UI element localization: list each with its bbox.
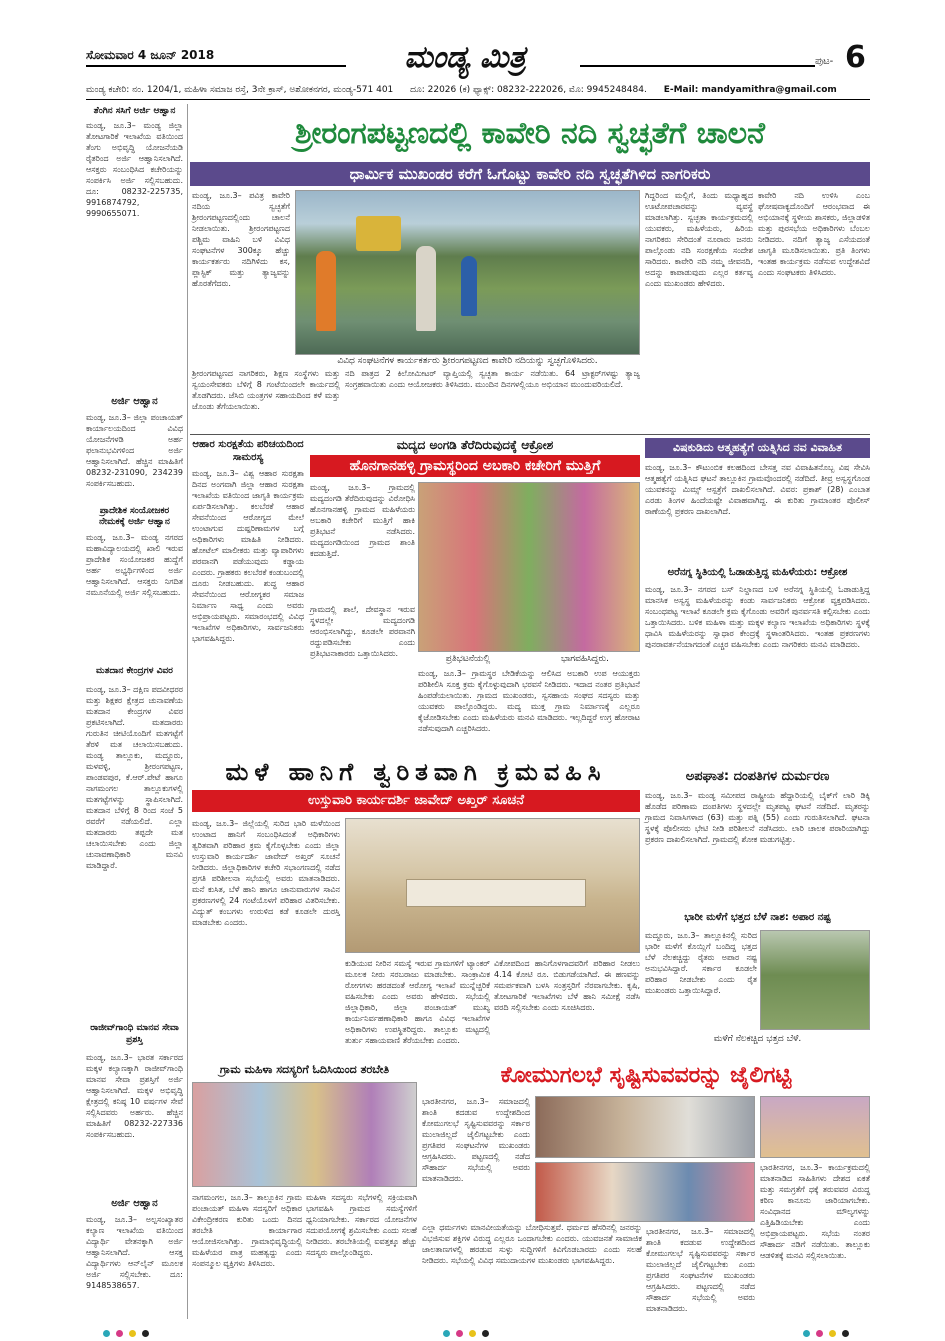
left-h1: ತೆಂಗಿನ ಸಸಿಗೆ ಅರ್ಜಿ ಆಹ್ವಾನ	[93, 106, 176, 116]
left-t2: ಮಂಡ್ಯ, ಜೂ.3– ಜಿಲ್ಲಾ ಪಂಚಾಯತ್ ಕಾರ್ಯಾಲಯದಿಂದ ವಿವಿಧ ಯೋಜನೆಗಳಡಿ ಅರ್ಹ ಫಲಾನುಭವಿಗಳಿಂದ ಅರ್ಜಿ ಆಹ್ವಾನಿಸಲಾಗಿದೆ. ಹೆಚ್ಚಿನ ಮಾಹಿತಿಗೆ 08232-231090, 234239 ಸಂಪರ್ಕಿಸಬಹುದು.	[86, 413, 186, 488]
volunteer-figure	[461, 256, 477, 316]
lead-headline: ಶ್ರೀರಂಗಪಟ್ಟಣದಲ್ಲಿ ಕಾವೇರಿ ನದಿ ಸ್ವಚ್ಛತೆಗೆ ಚಾಲನೆ	[295, 116, 765, 151]
liquor-body-b: ಗ್ರಾಮದಲ್ಲಿ ಶಾಲೆ, ದೇವಸ್ಥಾನ ಇರುವ ಸ್ಥಳದಲ್ಲೇ ಮದ್ಯದಂಗಡಿ ಆರಂಭಿಸಲಾಗಿದ್ದು, ಕೂಡಲೇ ಪರವಾನಗಿ ರದ್ದುಪಡಿಸಬೇಕು ಎಂದು ಪ್ರತಿಭಟನಾಕಾರರು ಒತ್ತಾಯಿಸಿದರು.	[310, 605, 418, 658]
bulldozer-icon	[356, 216, 401, 251]
communal-headline: ಕೋಮುಗಲಭೆ ಸೃಷ್ಟಿಸುವವರನ್ನು ಜೈಲಿಗಟ್ಟಿ	[500, 1063, 792, 1088]
left-t5: ಮಂಡ್ಯ, ಜೂ.3– ಭಾರತ ಸರ್ಕಾರದ ಮಕ್ಕಳ ಕಲ್ಯಾಣಕ್ಕಾಗಿ ರಾಜೀವ್‌ಗಾಂಧಿ ಮಾನವ ಸೇವಾ ಪ್ರಶಸ್ತಿಗೆ ಅರ್ಜಿ ಆಹ್ವಾನಿಸಲಾಗಿದೆ. ಮಕ್ಕಳ ಅಭಿವೃದ್ಧಿ ಕ್ಷೇತ್ರದಲ್ಲಿ ಕನಿಷ್ಠ 10 ವರ್ಷಗಳ ಸೇವೆ ಸಲ್ಲಿಸಿದವರು ಅರ್ಹರು. ಹೆಚ್ಚಿನ ಮಾಹಿತಿಗೆ 08232-227336 ಸಂಪರ್ಕಿಸಬಹುದು.	[86, 1053, 186, 1139]
communal-body-b: ಎಲ್ಲಾ ಧರ್ಮಗಳು ಮಾನವೀಯತೆಯನ್ನು ಬೋಧಿಸುತ್ತವೆ. ಧರ್ಮದ ಹೆಸರಿನಲ್ಲಿ ಜನರನ್ನು ವಿಭಜಿಸುವ ಶಕ್ತಿಗಳ ವಿರುದ್ಧ ಎಲ್ಲರೂ ಒಂದಾಗಬೇಕು ಎಂದರು. ಯುವಜನತೆ ಸಾಮಾಜಿಕ ಜಾಲತಾಣಗಳಲ್ಲಿ ಹರಡುವ ಸುಳ್ಳು ಸುದ್ದಿಗಳಿಗೆ ಕಿವಿಗೊಡಬಾರದು ಎಂದು ಸಲಹೆ ನೀಡಿದರು. ಸಭೆಯಲ್ಲಿ ವಿವಿಧ ಸಮುದಾಯಗಳ ಮುಖಂಡರು ಭಾಗವಹಿಸಿದ್ದರು.	[422, 1223, 645, 1265]
address-line	[86, 84, 870, 98]
crop-caption: ಮಳೆಗೆ ನೆಲಕಚ್ಚಿದ ಭತ್ತದ ಬೆಳೆ.	[713, 1034, 802, 1044]
left-t4: ಮಂಡ್ಯ, ಜೂ.3– ದಕ್ಷಿಣ ಪದವೀಧರರ ಮತ್ತು ಶಿಕ್ಷಕರ ಕ್ಷೇತ್ರದ ಚುನಾವಣೆಯ ಮತದಾನ ಕೇಂದ್ರಗಳ ವಿವರ ಪ್ರಕಟಿಸಲಾಗಿದೆ. ಮತದಾರರು ಗುರುತಿನ ಚೀಟಿಯೊಂದಿಗೆ ಮತಗಟ್ಟೆಗೆ ತೆರಳಿ ಮತ ಚಲಾಯಿಸಬಹುದು. ಮಂಡ್ಯ ತಾಲ್ಲೂಕು, ಮದ್ದೂರು, ಮಳವಳ್ಳಿ, ಶ್ರೀರಂಗಪಟ್ಟಣ, ಪಾಂಡವಪುರ, ಕೆ.ಆರ್.ಪೇಟೆ ಹಾಗೂ ನಾಗಮಂಗಲ ತಾಲ್ಲೂಕುಗಳಲ್ಲಿ ಮತಗಟ್ಟೆಗಳನ್ನು ಸ್ಥಾಪಿಸಲಾಗಿದೆ. ಮತದಾನ ಬೆಳಿಗ್ಗೆ 8 ರಿಂದ ಸಂಜೆ 5 ರವರೆಗೆ ನಡೆಯಲಿದೆ. ಎಲ್ಲಾ ಮತದಾರರು ತಪ್ಪದೇ ಮತ ಚಲಾಯಿಸಬೇಕು ಎಂದು ಜಿಲ್ಲಾ ಚುನಾವಣಾಧಿಕಾರಿ ಮನವಿ ಮಾಡಿದ್ದಾರೆ.	[86, 685, 186, 870]
volunteer-figure	[316, 251, 336, 331]
masthead	[0, 0, 945, 100]
protest-caption-a: ಪ್ರತಿಭಟನೆಯಲ್ಲಿ	[445, 654, 491, 664]
section-rule	[190, 434, 870, 435]
office-email: E-Mail: mandyamithra@gmail.com	[663, 85, 837, 95]
suicide-headline: ವಿಷಕುಡಿದು ಆತ್ಮಹತ್ಯೆಗೆ ಯತ್ನಿಸಿದ ನವ ವಿವಾಹಿತ	[645, 438, 870, 458]
masthead-logo: ಮಂಡ್ಯ ಮಿತ್ರ	[404, 40, 526, 75]
river-cleanup-photo	[295, 190, 640, 355]
liquor-headline: ಹೊನಗಾನಹಳ್ಳಿ ಗ್ರಾಮಸ್ಥರಿಂದ ಅಬಕಾರಿ ಕಚೇರಿಗೆ ಮುತ್ತಿಗೆ	[310, 455, 640, 477]
lead-body-c: ನದಿ ಪಾತ್ರದ 2 ಕಿಲೋಮೀಟರ್ ವ್ಯಾಪ್ತಿಯಲ್ಲಿ ಸ್ವಚ್ಛತಾ ಕಾರ್ಯ ನಡೆಯಿತು. 64 ಟ್ರಾಕ್ಟರ್‌ಗಳಷ್ಟು ತ್ಯಾಜ್ಯ ಸಂಗ್ರಹವಾಯಿತು ಎಂದು ಆಯೋಜಕರು ತಿಳಿಸಿದರು. ಮುಂದಿನ ದಿನಗಳಲ್ಲಿಯೂ ಅಭಿಯಾನ ಮುಂದುವರಿಯಲಿದೆ.	[345, 369, 643, 389]
office-address: ಮಂಡ್ಯ ಕಚೇರಿ: ನಂ. 1204/1, ಮಹಿಳಾ ಸಮಾಜ ರಸ್ತೆ, 3ನೇ ಕ್ರಾಸ್, ಅಶೋಕನಗರ, ಮಂಡ್ಯ-571 401	[86, 85, 394, 95]
women-body-b: ಮಹಿಳಾ ಸದಸ್ಯರು ಸಭೆಗಳಲ್ಲಿ ಸಕ್ರಿಯವಾಗಿ ಭಾಗವಹಿಸಿ ಗ್ರಾಮದ ಸಮಸ್ಯೆಗಳಿಗೆ ಧ್ವನಿಯಾಗಬೇಕು. ಸರ್ಕಾರದ ಯೋಜನೆಗಳ ಸದುಪಯೋಗಕ್ಕೆ ಶ್ರಮಿಸಬೇಕು ಎಂದು ಸಲಹೆ ನೀಡಿದರು. ತರಬೇತಿಯಲ್ಲಿ ಐವತ್ತಕ್ಕೂ ಹೆಚ್ಚು ಸದಸ್ಯರು ಪಾಲ್ಗೊಂಡಿದ್ದರು.	[306, 1193, 420, 1257]
crop-photo	[760, 930, 870, 1030]
communal-photo-bottom	[535, 1162, 755, 1222]
registration-marks-center	[440, 1322, 560, 1332]
meeting-photo	[345, 818, 640, 953]
rain-headline: ಮಳೆ ಹಾನಿಗೆ ತ್ವರಿತವಾಗಿ ಕ್ರಮವಹಿಸಿ	[225, 758, 607, 786]
communal-photo-top	[535, 1096, 755, 1158]
training-photo	[192, 1082, 417, 1187]
rain-subhead: ಉಸ್ತುವಾರಿ ಕಾರ್ಯದರ್ಶಿ ಜಾವೇದ್ ಅಖ್ತರ್ ಸೂಚನೆ	[192, 790, 640, 812]
lead-body-b: ಶ್ರೀರಂಗಪಟ್ಟಣದ ನಾಗರಿಕರು, ಶಿಕ್ಷಣ ಸಂಸ್ಥೆಗಳು ಮತ್ತು ಸ್ವಯಂಸೇವಕರು ಬೆಳಿಗ್ಗೆ 8 ಗಂಟೆಯಿಂದಲೇ ಕಾರ್ಯದಲ್ಲಿ ತೊಡಗಿದರು. ಜೆಸಿಬಿ ಯಂತ್ರಗಳ ಸಹಾಯದಿಂದ ಕಳೆ ಮತ್ತು ಜೊಂಡು ತೆಗೆಯಲಾಯಿತು.	[192, 369, 343, 411]
tree-headline: ಅರೆನಗ್ನ ಸ್ಥಿತಿಯಲ್ಲಿ ಓಡಾಡುತ್ತಿದ್ದ ಮಹಿಳೆಯರು: ಆಕ್ರೋಶ	[667, 567, 848, 578]
registration-marks-right	[800, 1322, 920, 1332]
page-number: 6	[845, 40, 866, 75]
rain-body-b: ಕುಡಿಯುವ ನೀರಿನ ಸಮಸ್ಯೆ ಇರುವ ಗ್ರಾಮಗಳಿಗೆ ಟ್ಯಾಂಕರ್ ಮೂಲಕ ನೀರು ಸರಬರಾಜು ಮಾಡಬೇಕು. ಸಾಂಕ್ರಾಮಿಕ ರೋಗಗಳು ಹರಡದಂತೆ ಆರೋಗ್ಯ ಇಲಾಖೆ ಮುನ್ನೆಚ್ಚರಿಕೆ ವಹಿಸಬೇಕು ಎಂದು ಅವರು ಹೇಳಿದರು. ಸಭೆಯಲ್ಲಿ ಜಿಲ್ಲಾಧಿಕಾರಿ, ಜಿಲ್ಲಾ ಪಂಚಾಯತ್ ಮುಖ್ಯ ಕಾರ್ಯನಿರ್ವಹಣಾಧಿಕಾರಿ ಹಾಗೂ ವಿವಿಧ ಇಲಾಖೆಗಳ ಅಧಿಕಾರಿಗಳು ಉಪಸ್ಥಿತರಿದ್ದರು. ತಾಲ್ಲೂಕು ಮಟ್ಟದಲ್ಲಿ ತುರ್ತು ಸಹಾಯವಾಣಿ ತೆರೆಯಬೇಕು ಎಂದರು.	[345, 959, 493, 1045]
protest-photo	[418, 482, 640, 652]
masthead-rule-right	[580, 65, 815, 67]
issue-date: ಸೋಮವಾರ 4 ಜೂನ್ 2018	[86, 48, 215, 62]
header-underline	[86, 99, 870, 100]
liquor-kicker: ಮದ್ಯದ ಅಂಗಡಿ ತೆರೆದಿರುವುದಕ್ಕೆ ಆಕ್ರೋಶ	[396, 438, 554, 452]
left-t1: ಮಂಡ್ಯ, ಜೂ.3– ಮಂಡ್ಯ ಜಿಲ್ಲಾ ತೋಟಗಾರಿಕೆ ಇಲಾಖೆಯ ವತಿಯಿಂದ ತೆಂಗು ಅಭಿವೃದ್ಧಿ ಯೋಜನೆಯಡಿ ರೈತರಿಂದ ಅರ್ಜಿ ಆಹ್ವಾನಿಸಲಾಗಿದೆ. ಆಸಕ್ತರು ಸಂಬಂಧಿಸಿದ ಕಚೇರಿಯನ್ನು ಸಂಪರ್ಕಿಸಿ ಅರ್ಜಿ ಸಲ್ಲಿಸಬಹುದು. ದೂ: 08232-225735, 9916874792, 9990655071.	[86, 121, 186, 218]
accident-body: ಮಂಡ್ಯ, ಜೂ.3– ಮಂಡ್ಯ ಸಮೀಪದ ರಾಷ್ಟ್ರೀಯ ಹೆದ್ದಾರಿಯಲ್ಲಿ ಬೈಕ್‌ಗೆ ಲಾರಿ ಡಿಕ್ಕಿ ಹೊಡೆದ ಪರಿಣಾಮ ದಂಪತಿಗಳು ಸ್ಥಳದಲ್ಲೇ ಮೃತಪಟ್ಟ ಘಟನೆ ನಡೆದಿದೆ. ಮೃತರನ್ನು ಗ್ರಾಮದ ನಿವಾಸಿಗಳಾದ (63) ಮತ್ತು ಪತ್ನಿ (55) ಎಂದು ಗುರುತಿಸಲಾಗಿದೆ. ಘಟನಾ ಸ್ಥಳಕ್ಕೆ ಪೊಲೀಸರು ಭೇಟಿ ನೀಡಿ ಪರಿಶೀಲನೆ ನಡೆಸಿದರು. ಲಾರಿ ಚಾಲಕ ಪರಾರಿಯಾಗಿದ್ದು ಪ್ರಕರಣ ದಾಖಲಿಸಲಾಗಿದೆ. ಗ್ರಾಮದಲ್ಲಿ ಶೋಕ ಮಡುಗಟ್ಟಿತ್ತು.	[645, 791, 873, 844]
volunteer-figure	[416, 246, 436, 331]
communal-body-c: ಭಾರತೀನಗರ, ಜೂ.3– ಕಾರ್ಯಕ್ರಮದಲ್ಲಿ ಮಾತನಾಡಿದ ಸಾಹಿತಿಗಳು ದೇಶದ ಏಕತೆ ಮತ್ತು ಸಮಗ್ರತೆಗೆ ಧಕ್ಕೆ ತರುವವರ ವಿರುದ್ಧ ಕಠಿಣ ಕಾನೂನು ಜಾರಿಯಾಗಬೇಕು. ಸಂವಿಧಾನದ ಮೌಲ್ಯಗಳನ್ನು ಎತ್ತಿಹಿಡಿಯಬೇಕು ಎಂದು ಅಭಿಪ್ರಾಯಪಟ್ಟರು. ಸಭೆಯ ನಂತರ ಸೌಹಾರ್ದ ನಡಿಗೆ ನಡೆಯಿತು. ತಾಲ್ಲೂಕು ಆಡಳಿತಕ್ಕೆ ಮನವಿ ಸಲ್ಲಿಸಲಾಯಿತು.	[760, 1163, 873, 1260]
liquor-body-c: ಮಂಡ್ಯ, ಜೂ.3– ಗ್ರಾಮಸ್ಥರ ಬೇಡಿಕೆಯನ್ನು ಆಲಿಸಿದ ಅಬಕಾರಿ ಉಪ ಆಯುಕ್ತರು ಪರಿಶೀಲಿಸಿ ಸೂಕ್ತ ಕ್ರಮ ಕೈಗೊಳ್ಳುವುದಾಗಿ ಭರವಸೆ ನೀಡಿದರು. ಇದಾದ ನಂತರ ಪ್ರತಿಭಟನೆ ಹಿಂಪಡೆಯಲಾಯಿತು. ಗ್ರಾಮದ ಮುಖಂಡರು, ಸ್ವಸಹಾಯ ಸಂಘದ ಸದಸ್ಯರು ಮತ್ತು ಯುವಕರು ಪಾಲ್ಗೊಂಡಿದ್ದರು. ಮದ್ಯ ಮುಕ್ತ ಗ್ರಾಮ ನಿರ್ಮಾಣಕ್ಕೆ ಎಲ್ಲರೂ ಕೈಜೋಡಿಸಬೇಕು ಎಂದು ಮಹಿಳೆಯರು ಮನವಿ ಮಾಡಿದರು. ಇಲ್ಲದಿದ್ದರೆ ಉಗ್ರ ಹೋರಾಟ ನಡೆಸುವುದಾಗಿ ಎಚ್ಚರಿಸಿದರು.	[418, 669, 643, 733]
tree-body: ಮಂಡ್ಯ, ಜೂ.3– ನಗರದ ಬಸ್ ನಿಲ್ದಾಣದ ಬಳಿ ಅರೆನಗ್ನ ಸ್ಥಿತಿಯಲ್ಲಿ ಓಡಾಡುತ್ತಿದ್ದ ಮಾನಸಿಕ ಅಸ್ವಸ್ಥ ಮಹಿಳೆಯರನ್ನು ಕಂಡು ಸಾರ್ವಜನಿಕರು ಆಕ್ರೋಶ ವ್ಯಕ್ತಪಡಿಸಿದರು. ಸಂಬಂಧಪಟ್ಟ ಇಲಾಖೆ ಕೂಡಲೇ ಕ್ರಮ ಕೈಗೊಂಡು ಅವರಿಗೆ ಪುನರ್ವಸತಿ ಕಲ್ಪಿಸಬೇಕು ಎಂದು ಒತ್ತಾಯಿಸಿದರು. ಬಳಿಕ ಮಹಿಳಾ ಮತ್ತು ಮಕ್ಕಳ ಕಲ್ಯಾಣ ಇಲಾಖೆಯ ಅಧಿಕಾರಿಗಳು ಸ್ಥಳಕ್ಕೆ ಧಾವಿಸಿ ಮಹಿಳೆಯರನ್ನು ಸ್ವಾಧಾರ ಕೇಂದ್ರಕ್ಕೆ ಸ್ಥಳಾಂತರಿಸಿದರು. ಇಂತಹ ಪ್ರಕರಣಗಳು ಪುನರಾವರ್ತನೆಯಾಗದಂತೆ ಎಚ್ಚರ ವಹಿಸಬೇಕು ಎಂದು ನಾಗರಿಕರು ಮನವಿ ಮಾಡಿದರು.	[645, 585, 873, 649]
suicide-body: ಮಂಡ್ಯ, ಜೂ.3– ಕೌಟುಂಬಿಕ ಕಲಹದಿಂದ ಬೇಸತ್ತ ನವ ವಿವಾಹಿತನೊಬ್ಬ ವಿಷ ಸೇವಿಸಿ ಆತ್ಮಹತ್ಯೆಗೆ ಯತ್ನಿಸಿದ ಘಟನೆ ತಾಲ್ಲೂಕಿನ ಗ್ರಾಮವೊಂದರಲ್ಲಿ ನಡೆದಿದೆ. ತೀವ್ರ ಅಸ್ವಸ್ಥಗೊಂಡ ಯುವಕನನ್ನು ಮಿಮ್ಸ್ ಆಸ್ಪತ್ರೆಗೆ ದಾಖಲಿಸಲಾಗಿದೆ. ವಿವರ: ಪ್ರಕಾಶ್ (28) ಎಂಬಾತ ಎರಡು ತಿಂಗಳ ಹಿಂದೆಯಷ್ಟೇ ವಿವಾಹವಾಗಿದ್ದ. ಈ ಕುರಿತು ಗ್ರಾಮಾಂತರ ಪೊಲೀಸ್ ಠಾಣೆಯಲ್ಲಿ ಪ್ರಕರಣ ದಾಖಲಾಗಿದೆ.	[645, 463, 873, 516]
liquor-body-a: ಮಂಡ್ಯ, ಜೂ.3– ಗ್ರಾಮದಲ್ಲಿ ಮದ್ಯದಂಗಡಿ ತೆರೆದಿರುವುದನ್ನು ವಿರೋಧಿಸಿ ಹೊನಗಾನಹಳ್ಳಿ ಗ್ರಾಮದ ಮಹಿಳೆಯರು ಅಬಕಾರಿ ಕಚೇರಿಗೆ ಮುತ್ತಿಗೆ ಹಾಕಿ ಪ್ರತಿಭಟನೆ ನಡೆಸಿದರು. ಮದ್ಯದಂಗಡಿಯಿಂದ ಗ್ರಾಮದ ಶಾಂತಿ ಕದಡುತ್ತಿದೆ.	[310, 483, 418, 558]
crop-headline: ಭಾರೀ ಮಳೆಗೆ ಭತ್ತದ ಬೆಳೆ ನಾಶ: ಅಪಾರ ನಷ್ಟ	[684, 912, 831, 923]
communal-photo-right	[760, 1096, 870, 1158]
protest-caption-b: ಭಾಗವಹಿಸಿದ್ದರು.	[560, 654, 610, 664]
lead-body-e: ಕಾವೇರಿ ನದಿ ಉಳಿಸಿ ಎಂಬ ಘೋಷವಾಕ್ಯದೊಂದಿಗೆ ಆರಂಭವಾದ ಈ ಅಭಿಯಾನಕ್ಕೆ ಸ್ಥಳೀಯ ಶಾಸಕರು, ಜಿಲ್ಲಾಡಳಿತ ಮತ್ತು ಪುರಸಭೆಯ ಅಧಿಕಾರಿಗಳು ಬೆಂಬಲ ನೀಡಿದರು. ನದಿಗೆ ತ್ಯಾಜ್ಯ ಎಸೆಯದಂತೆ ಜಾಗೃತಿ ಮೂಡಿಸಲಾಯಿತು. ಪ್ರತಿ ತಿಂಗಳು ಇಂತಹ ಕಾರ್ಯಕ್ರಮ ನಡೆಸುವ ಉದ್ದೇಶವಿದೆ ಎಂದು ಸಂಘಟಕರು ತಿಳಿಸಿದರು.	[758, 191, 873, 277]
women-body-a: ನಾಗಮಂಗಲ, ಜೂ.3– ತಾಲ್ಲೂಕಿನ ಗ್ರಾಮ ಪಂಚಾಯತ್ ಮಹಿಳಾ ಸದಸ್ಯರಿಗೆ ಅಧಿಕಾರ ವಿಕೇಂದ್ರೀಕರಣ ಕುರಿತು ಒಂದು ದಿನದ ತರಬೇತಿ ಕಾರ್ಯಾಗಾರ ಆಯೋಜಿಸಲಾಗಿತ್ತು. ಗ್ರಾಮಾಭಿವೃದ್ಧಿಯಲ್ಲಿ ಮಹಿಳೆಯರ ಪಾತ್ರ ಮಹತ್ವದ್ದು ಎಂದು ಸಂಪನ್ಮೂಲ ವ್ಯಕ್ತಿಗಳು ತಿಳಿಸಿದರು.	[192, 1193, 305, 1268]
rain-body-a: ಮಂಡ್ಯ, ಜೂ.3– ಜಿಲ್ಲೆಯಲ್ಲಿ ಸುರಿದ ಭಾರಿ ಮಳೆಯಿಂದ ಉಂಟಾದ ಹಾನಿಗೆ ಸಂಬಂಧಿಸಿದಂತೆ ಅಧಿಕಾರಿಗಳು ತ್ವರಿತವಾಗಿ ಪರಿಹಾರ ಕ್ರಮ ಕೈಗೊಳ್ಳಬೇಕು ಎಂದು ಜಿಲ್ಲಾ ಉಸ್ತುವಾರಿ ಕಾರ್ಯದರ್ಶಿ ಜಾವೇದ್ ಅಖ್ತರ್ ಸೂಚನೆ ನೀಡಿದರು. ಜಿಲ್ಲಾಧಿಕಾರಿಗಳ ಕಚೇರಿ ಸಭಾಂಗಣದಲ್ಲಿ ನಡೆದ ಪ್ರಗತಿ ಪರಿಶೀಲನಾ ಸಭೆಯಲ್ಲಿ ಅವರು ಮಾತನಾಡಿದರು. ಮನೆ ಕುಸಿತ, ಬೆಳೆ ಹಾನಿ ಹಾಗೂ ಜಾನುವಾರುಗಳ ಸಾವಿನ ಪ್ರಕರಣಗಳಲ್ಲಿ 24 ಗಂಟೆಯೊಳಗೆ ಪರಿಹಾರ ವಿತರಿಸಬೇಕು. ವಿದ್ಯುತ್ ಕಂಬಗಳು ಉರುಳಿದ ಕಡೆ ಕೂಡಲೇ ದುರಸ್ತಿ ಮಾಡಬೇಕು ಎಂದರು.	[192, 819, 343, 927]
office-phone: ದೂ: 22026 (ಕ) ಫ್ಯಾಕ್ಸ್: 08232-222026, ಮೊ: 9945248484.	[410, 85, 647, 95]
left-t6: ಮಂಡ್ಯ, ಜೂ.3– ಅಲ್ಪಸಂಖ್ಯಾತರ ಕಲ್ಯಾಣ ಇಲಾಖೆಯ ವತಿಯಿಂದ ವಿದ್ಯಾರ್ಥಿ ವೇತನಕ್ಕಾಗಿ ಅರ್ಜಿ ಆಹ್ವಾನಿಸಲಾಗಿದೆ. ಆಸಕ್ತ ವಿದ್ಯಾರ್ಥಿಗಳು ಆನ್‌ಲೈನ್ ಮೂಲಕ ಅರ್ಜಿ ಸಲ್ಲಿಸಬೇಕು. ದೂ: 9148538657.	[86, 1215, 186, 1290]
lead-subhead: ಧಾರ್ಮಿಕ ಮುಖಂಡರ ಕರೆಗೆ ಓಗೊಟ್ಟು ಕಾವೇರಿ ನದಿ ಸ್ವಚ್ಛತೆಗಿಳಿದ ನಾಗರಿಕರು	[190, 162, 870, 186]
rain-body-c: ವಿಕೋಪದಿಂದ ಹಾನಿಗೊಳಗಾದವರಿಗೆ ಪರಿಹಾರ ನೀಡಲು 4.14 ಕೋಟಿ ರೂ. ಬಿಡುಗಡೆಯಾಗಿದೆ. ಈ ಹಣವನ್ನು ಸಮರ್ಪಕವಾಗಿ ಬಳಸಿ ಸಂತ್ರಸ್ತರಿಗೆ ನೆರವಾಗಬೇಕು. ಕೃಷಿ, ತೋಟಗಾರಿಕೆ ಇಲಾಖೆಗಳು ಬೆಳೆ ಹಾನಿ ಸಮೀಕ್ಷೆ ನಡೆಸಿ ವರದಿ ಸಲ್ಲಿಸಬೇಕು ಎಂದು ಸೂಚಿಸಿದರು.	[494, 959, 643, 1012]
left-t3: ಮಂಡ್ಯ, ಜೂ.3– ಮಂಡ್ಯ ನಗರದ ಮಹಾವಿದ್ಯಾಲಯದಲ್ಲಿ ಖಾಲಿ ಇರುವ ಪ್ರಾದೇಶಿಕ ಸಂಯೋಜಕರ ಹುದ್ದೆಗೆ ಅರ್ಹ ಅಭ್ಯರ್ಥಿಗಳಿಂದ ಅರ್ಜಿ ಆಹ್ವಾನಿಸಲಾಗಿದೆ. ಆಸಕ್ತರು ನಿಗದಿತ ನಮೂನೆಯಲ್ಲಿ ಅರ್ಜಿ ಸಲ್ಲಿಸಬಹುದು.	[86, 533, 186, 597]
masthead-rule-left	[86, 65, 346, 67]
registration-marks-left	[100, 1322, 220, 1332]
left-column	[86, 104, 186, 1319]
lead-body-d: ಗಿದ್ದರಿಂದ ಮಲ್ಲಿಗೆ, ತಿಂದು ಮಧ್ಯಾಹ್ನದ ಊಟೋಪಚಾರವನ್ನು ವ್ಯವಸ್ಥೆ ಮಾಡಲಾಗಿತ್ತು. ಸ್ವಚ್ಛತಾ ಕಾರ್ಯಕ್ರಮದಲ್ಲಿ ಯುವಕರು, ಮಹಿಳೆಯರು, ಹಿರಿಯ ನಾಗರಿಕರು ಸೇರಿದಂತೆ ನೂರಾರು ಜನರು ಪಾಲ್ಗೊಂಡು ನದಿ ಸಂರಕ್ಷಣೆಯ ಸಂದೇಶ ಸಾರಿದರು. ಕಾವೇರಿ ನದಿ ನಮ್ಮ ಜೀವನದಿ, ಅದನ್ನು ಕಾಪಾಡುವುದು ಎಲ್ಲರ ಕರ್ತವ್ಯ ಎಂದು ಮುಖಂಡರು ಹೇಳಿದರು.	[645, 191, 756, 288]
left-h5: ರಾಜೀವ್‌ಗಾಂಧಿ ಮಾನವ ಸೇವಾ ಪ್ರಶಸ್ತಿ	[90, 1023, 179, 1045]
left-h4: ಮತದಾನ ಕೇಂದ್ರಗಳ ವಿವರ	[96, 666, 173, 676]
food-body: ಮಂಡ್ಯ, ಜೂ.3– ವಿಶ್ವ ಆಹಾರ ಸುರಕ್ಷತಾ ದಿನದ ಅಂಗವಾಗಿ ಜಿಲ್ಲಾ ಆಹಾರ ಸುರಕ್ಷತಾ ಇಲಾಖೆಯ ವತಿಯಿಂದ ಜಾಗೃತಿ ಕಾರ್ಯಕ್ರಮ ಏರ್ಪಡಿಸಲಾಗಿತ್ತು. ಕಲಬೆರಕೆ ಆಹಾರ ಸೇವನೆಯಿಂದ ಆರೋಗ್ಯದ ಮೇಲೆ ಉಂಟಾಗುವ ದುಷ್ಪರಿಣಾಮಗಳ ಬಗ್ಗೆ ಅಧಿಕಾರಿಗಳು ಮಾಹಿತಿ ನೀಡಿದರು. ಹೋಟೆಲ್ ಮಾಲೀಕರು ಮತ್ತು ವ್ಯಾಪಾರಿಗಳು ಪರವಾನಗಿ ಪಡೆಯುವುದು ಕಡ್ಡಾಯ ಎಂದರು. ಗ್ರಾಹಕರು ಕಲಬೆರಕೆ ಕಂಡುಬಂದಲ್ಲಿ ದೂರು ನೀಡಬಹುದು. ಶುದ್ಧ ಆಹಾರ ಸೇವನೆಯಿಂದ ಆರೋಗ್ಯಕರ ಸಮಾಜ ನಿರ್ಮಾಣ ಸಾಧ್ಯ ಎಂದು ಅವರು ಅಭಿಪ್ರಾಯಪಟ್ಟರು. ಸಮಾರಂಭದಲ್ಲಿ ವಿವಿಧ ಇಲಾಖೆಗಳ ಅಧಿಕಾರಿಗಳು, ಸಾರ್ವಜನಿಕರು ಭಾಗವಹಿಸಿದ್ದರು.	[192, 469, 307, 643]
column-divider	[187, 104, 188, 1319]
communal-body-d: ಭಾರತೀನಗರ, ಜೂ.3– ಸಮಾಜದಲ್ಲಿ ಶಾಂತಿ ಕದಡುವ ಉದ್ದೇಶದಿಂದ ಕೋಮುಗಲಭೆ ಸೃಷ್ಟಿಸುವವರನ್ನು ಸರ್ಕಾರ ಮುಲಾಜಿಲ್ಲದೆ ಜೈಲಿಗಟ್ಟಬೇಕು ಎಂದು ಪ್ರಗತಿಪರ ಸಂಘಟನೆಗಳ ಮುಖಂಡರು ಆಗ್ರಹಿಸಿದರು. ಪಟ್ಟಣದಲ್ಲಿ ನಡೆದ ಸೌಹಾರ್ದ ಸಭೆಯಲ್ಲಿ ಅವರು ಮಾತನಾಡಿದರು.	[646, 1227, 758, 1313]
left-h6: ಅರ್ಜಿ ಆಹ್ವಾನ	[111, 1198, 158, 1209]
conference-table-icon	[406, 879, 586, 907]
communal-body-a: ಭಾರತೀನಗರ, ಜೂ.3– ಸಮಾಜದಲ್ಲಿ ಶಾಂತಿ ಕದಡುವ ಉದ್ದೇಶದಿಂದ ಕೋಮುಗಲಭೆ ಸೃಷ್ಟಿಸುವವರನ್ನು ಸರ್ಕಾರ ಮುಲಾಜಿಲ್ಲದೆ ಜೈಲಿಗಟ್ಟಬೇಕು ಎಂದು ಪ್ರಗತಿಪರ ಸಂಘಟನೆಗಳ ಮುಖಂಡರು ಆಗ್ರಹಿಸಿದರು. ಪಟ್ಟಣದಲ್ಲಿ ನಡೆದ ಸೌಹಾರ್ದ ಸಭೆಯಲ್ಲಿ ಅವರು ಮಾತನಾಡಿದರು.	[422, 1097, 533, 1183]
left-h3: ಪ್ರಾದೇಶಿಕ ಸಂಯೋಜಕರ ನೇಮಕಕ್ಕೆ ಅರ್ಜಿ ಆಹ್ವಾನ	[99, 506, 170, 527]
women-headline: ಗ್ರಾಮ ಮಹಿಳಾ ಸದಸ್ಯರಿಗೆ ಓದಿಸಿಯಿಂದ ತರಬೇತಿ	[219, 1063, 390, 1076]
accident-headline: ಅಪಘಾತ: ದಂಪತಿಗಳ ದುರ್ಮರಣ	[685, 769, 830, 784]
page-label: ಪುಟ-	[815, 56, 834, 67]
crop-body: ಮದ್ದೂರು, ಜೂ.3– ತಾಲ್ಲೂಕಿನಲ್ಲಿ ಸುರಿದ ಭಾರೀ ಮಳೆಗೆ ಕೊಯ್ಲಿಗೆ ಬಂದಿದ್ದ ಭತ್ತದ ಬೆಳೆ ನೆಲಕಚ್ಚಿದ್ದು ರೈತರು ಅಪಾರ ನಷ್ಟ ಅನುಭವಿಸಿದ್ದಾರೆ. ಸರ್ಕಾರ ಕೂಡಲೇ ಪರಿಹಾರ ನೀಡಬೇಕು ಎಂದು ರೈತ ಮುಖಂಡರು ಒತ್ತಾಯಿಸಿದ್ದಾರೆ.	[645, 931, 760, 995]
food-headline: ಆಹಾರ ಸುರಕ್ಷತೆಯ ಪರಿಚಯದಿಂದ ಸಾಮರಸ್ಯ	[192, 439, 304, 463]
lead-body-a: ಮಂಡ್ಯ, ಜೂ.3– ಪವಿತ್ರ ಕಾವೇರಿ ನದಿಯ ಸ್ವಚ್ಛತೆಗೆ ಶ್ರೀರಂಗಪಟ್ಟಣದಲ್ಲಿಂದು ಚಾಲನೆ ನೀಡಲಾಯಿತು. ಶ್ರೀರಂಗಪಟ್ಟಣದ ಪಶ್ಚಿಮ ವಾಹಿನಿ ಬಳಿ ವಿವಿಧ ಸಂಘಟನೆಗಳ 300ಕ್ಕೂ ಹೆಚ್ಚು ಕಾರ್ಯಕರ್ತರು ನದಿಗಿಳಿದು ಕಸ, ಪ್ಲಾಸ್ಟಿಕ್ ಮತ್ತು ತ್ಯಾಜ್ಯವನ್ನು ಹೊರತೆಗೆದರು.	[192, 191, 293, 288]
river-photo-caption: ವಿವಿಧ ಸಂಘಟನೆಗಳ ಕಾರ್ಯಕರ್ತರು ಶ್ರೀರಂಗಪಟ್ಟಣದ ಕಾವೇರಿ ನದಿಯನ್ನು ಸ್ವಚ್ಛಗೊಳಿಸಿದರು.	[337, 356, 598, 366]
left-h2: ಅರ್ಜಿ ಆಹ್ವಾನ	[111, 396, 158, 407]
